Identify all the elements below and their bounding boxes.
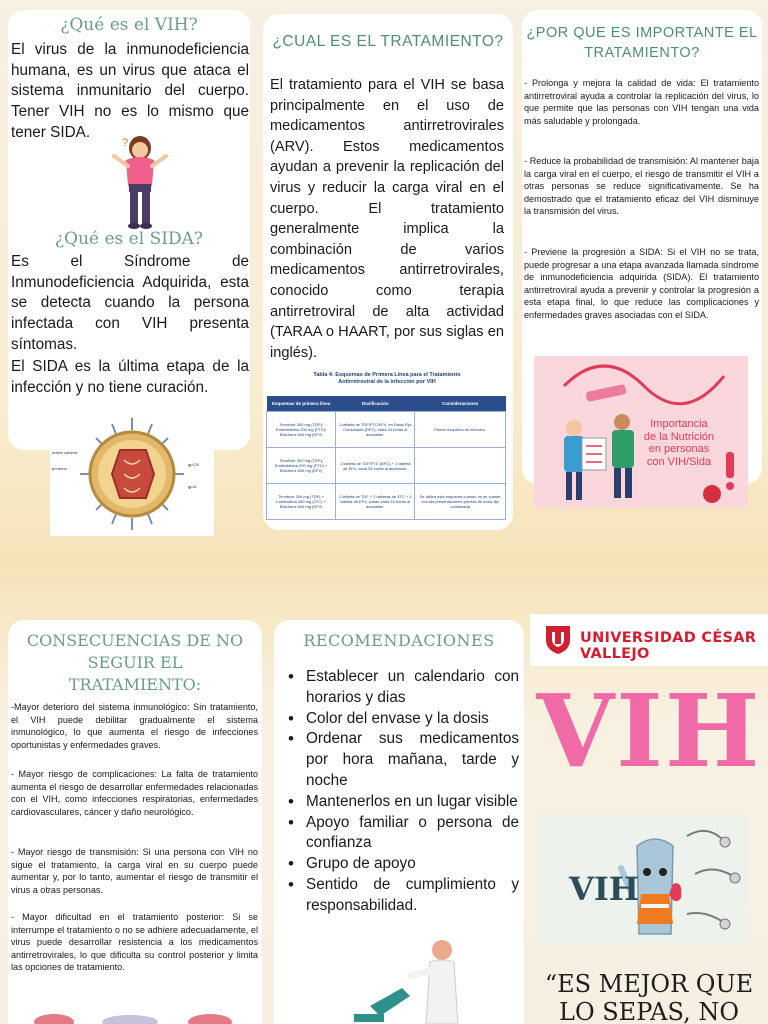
- recommendations-title: RECOMENDACIONES: [303, 631, 495, 650]
- sida-definition: Es el Síndrome de Inmunodeficiencia Adquirida, esta se detecta cuando la persona infectada con VIH presenta síntomas.: [11, 253, 249, 353]
- recommendation-item: • Color del envase y la dosis: [282, 709, 519, 730]
- importance-point-2: - Reduce la probabilidad de transmisión: Al mantener baja la carga viral en el cuerpo, el riesgo de transmitir el VIH a otras personas se reduce significativamente. Se ha demostrado que el tratamiento eficaz del VIH disminuye la transmisión del virus.: [524, 156, 759, 217]
- recommendation-item: • Ordenar sus medicamentos por hora mañana, tarde y noche: [282, 729, 519, 791]
- confused-woman-illustration: [108, 134, 172, 230]
- virus-label-3: gp120: [188, 462, 200, 467]
- cover-big-title: VIH: [536, 672, 762, 790]
- nutrition-line-3: en personas: [648, 443, 710, 455]
- cartoon-vih-text: VIH: [569, 870, 640, 908]
- table-cell: Tenofovir 300 mg (TDF) + Lamivudina 150 mg (3TC) + Efavirenz 600 mg (EFV): [267, 484, 336, 520]
- recommendation-item: • Grupo de apoyo: [282, 854, 519, 875]
- sida-last-stage: El SIDA es la última etapa de la infección y no tiene curación.: [11, 358, 249, 396]
- treatment-text: El tratamiento para el VIH se basa principalmente en el uso de medicamentos antirretrovirales (ARV). Estos medicamentos ayudan a prevenir la replicación del virus y reducir la carga viral en el cuerpo. El tratamiento generalmente implica la combinación de varios medicamentos antirretrovirales, conocido como terapia antirretroviral de alta actividad (TARAA o HAART, por sus siglas en inglés).: [270, 77, 504, 361]
- treatment-title: ¿CUAL ES EL TRATAMIENTO?: [272, 33, 504, 50]
- consequences-title: CONSECUENCIAS DE NO SEGUIR EL TRATAMIENTO:: [26, 631, 244, 694]
- table-cell: Tenofovir 300 mg (TDF)/ Emtricitabina 200 mg (FTC)/ Efavirenz 600 mg (EFV): [267, 412, 336, 448]
- table-cell: 1 tableta de TDF/FTC (DFC) + 1 tableta de EFV, cada 24 horas al acostarse.: [336, 448, 415, 484]
- recommendation-item: • Apoyo familiar o persona de confianza: [282, 813, 519, 855]
- table-caption: Tabla 4: Esquemas de Primera Línea para el Tratamiento Antirretroviral de la infección por VIH: [313, 372, 461, 385]
- virus-label-2: proteína: [52, 466, 67, 471]
- virus-label-1: matriz cadena: [52, 450, 78, 455]
- arv-table-block: [266, 372, 508, 520]
- table-cell: Se utiliza este esquema cuando no se cuente con las presentaciones previas de dosis fija combinada: [415, 484, 506, 520]
- cover-quote-2: LO SEPAS, NO: [559, 998, 739, 1024]
- condom-cartoon: [537, 814, 749, 944]
- cell-illustration: [30, 1008, 240, 1024]
- consequence-3: - Mayor riesgo de transmisión: Si una persona con VIH no sigue el tratamiento, la carga viral en su cuerpo puede aumentar y, por lo tanto, aumentar el riesgo de transmitir el virus a otras personas.: [11, 847, 258, 895]
- importance-title: ¿POR QUE ES IMPORTANTE EL TRATAMIENTO?: [526, 25, 758, 61]
- recommendation-item: • Mantenerlos en un lugar visible: [282, 792, 519, 813]
- nutrition-line-2: de la Nutrición: [643, 430, 715, 443]
- virus-label-4: gp41: [188, 484, 197, 489]
- importance-point-1: - Prolonga y mejora la calidad de vida: El tratamiento antirretroviral ayuda a controlar la replicación del virus, lo que permite que las personas con VIH tengan una vida más saludable y prolongada.: [524, 78, 759, 126]
- doctor-illustration: [350, 936, 480, 1024]
- table-cell: Tenofovir 300 mg (TDF)/ Emtricitabina 200 mg (FTC) + Efavirenz 600 mg (EFV): [267, 448, 336, 484]
- hiv-title: ¿Qué es el VIH?: [60, 15, 198, 35]
- nutrition-heading: [638, 418, 720, 468]
- table-row: [267, 448, 506, 484]
- arv-table: [266, 396, 506, 520]
- sida-title: ¿Qué es el SIDA?: [55, 229, 203, 249]
- cover-quote-1: “ES MEJOR QUE: [544, 970, 754, 998]
- nutrition-line-4: con VIH/Sida: [646, 455, 712, 468]
- table-row: [267, 412, 506, 448]
- question-mark-icon: ?: [122, 137, 129, 149]
- hiv-definition: El virus de la inmunodeficiencia humana, es un virus que ataca el sistema inmunitario del cuerpo. Tener VIH no es lo mismo que tener SIDA.: [11, 41, 249, 141]
- table-header: Consideraciones: [415, 396, 506, 412]
- recommendation-item: • Sentido de cumplimiento y responsabilidad.: [282, 875, 519, 917]
- table-cell: [415, 448, 506, 484]
- table-row: [267, 484, 506, 520]
- nutrition-line-1: Importancia: [650, 418, 708, 430]
- table-cell: 1 tableta de TDF + 2 tabletas de 3TC + 1 tableta de EFV, juntas cada 24 horas al acostarse.: [336, 484, 415, 520]
- virus-diagram: [50, 412, 214, 536]
- consequence-1: -Mayor deterioro del sistema inmunológico: Sin tratamiento, el VIH puede debilitar gradualmente el sistema inmunológico, lo que aumenta el riesgo de infecciones oportunistas y enfermedades graves.: [11, 702, 258, 750]
- table-header: Dosificación: [336, 396, 415, 412]
- importance-point-3: - Previene la progresión a SIDA: Si el VIH no se trata, puede progresar a una etapa avanzada llamada síndrome de inmunodeficiencia adquirida (SIDA). El tratamiento antirretroviral ayuda a prevenir y controlar la progresión a esta etapa final, lo que reduce las complicaciones y enfermedades graves asociadas con el SIDA.: [524, 247, 759, 320]
- consequence-2: - Mayor riesgo de complicaciones: La falta de tratamiento aumenta el riesgo de desarrollar enfermedades relacionadas con el VIH, como infecciones respiratorias, enfermedades cardiovasculares, cáncer y daño neurológico.: [11, 769, 258, 817]
- recommendation-item: • Establecer un calendario con horarios y dias: [282, 667, 519, 709]
- university-name: UNIVERSIDAD CÉSAR VALLEJO: [580, 630, 757, 662]
- consequence-4: - Mayor dificultad en el tratamiento posterior: Si se interrumpe el tratamiento o no se adhiere adecuadamente, el virus puede desarrollar resistencia a los medicamentos antirretrovirales, lo que dificulta su control posterior y limita las opciones de tratamiento.: [11, 912, 258, 973]
- nutrition-image: [534, 356, 748, 508]
- table-cell: Primer esquema de elección.: [415, 412, 506, 448]
- recommendations-list: [282, 667, 519, 917]
- table-cell: 1 tableta de TDF/FTC/EFV, en Dosis Fija Combinada (DFC), cada 24 horas al acostarse.: [336, 412, 415, 448]
- table-header: Esquemas de primera línea: [267, 396, 336, 412]
- ucv-logo-icon: [542, 622, 574, 656]
